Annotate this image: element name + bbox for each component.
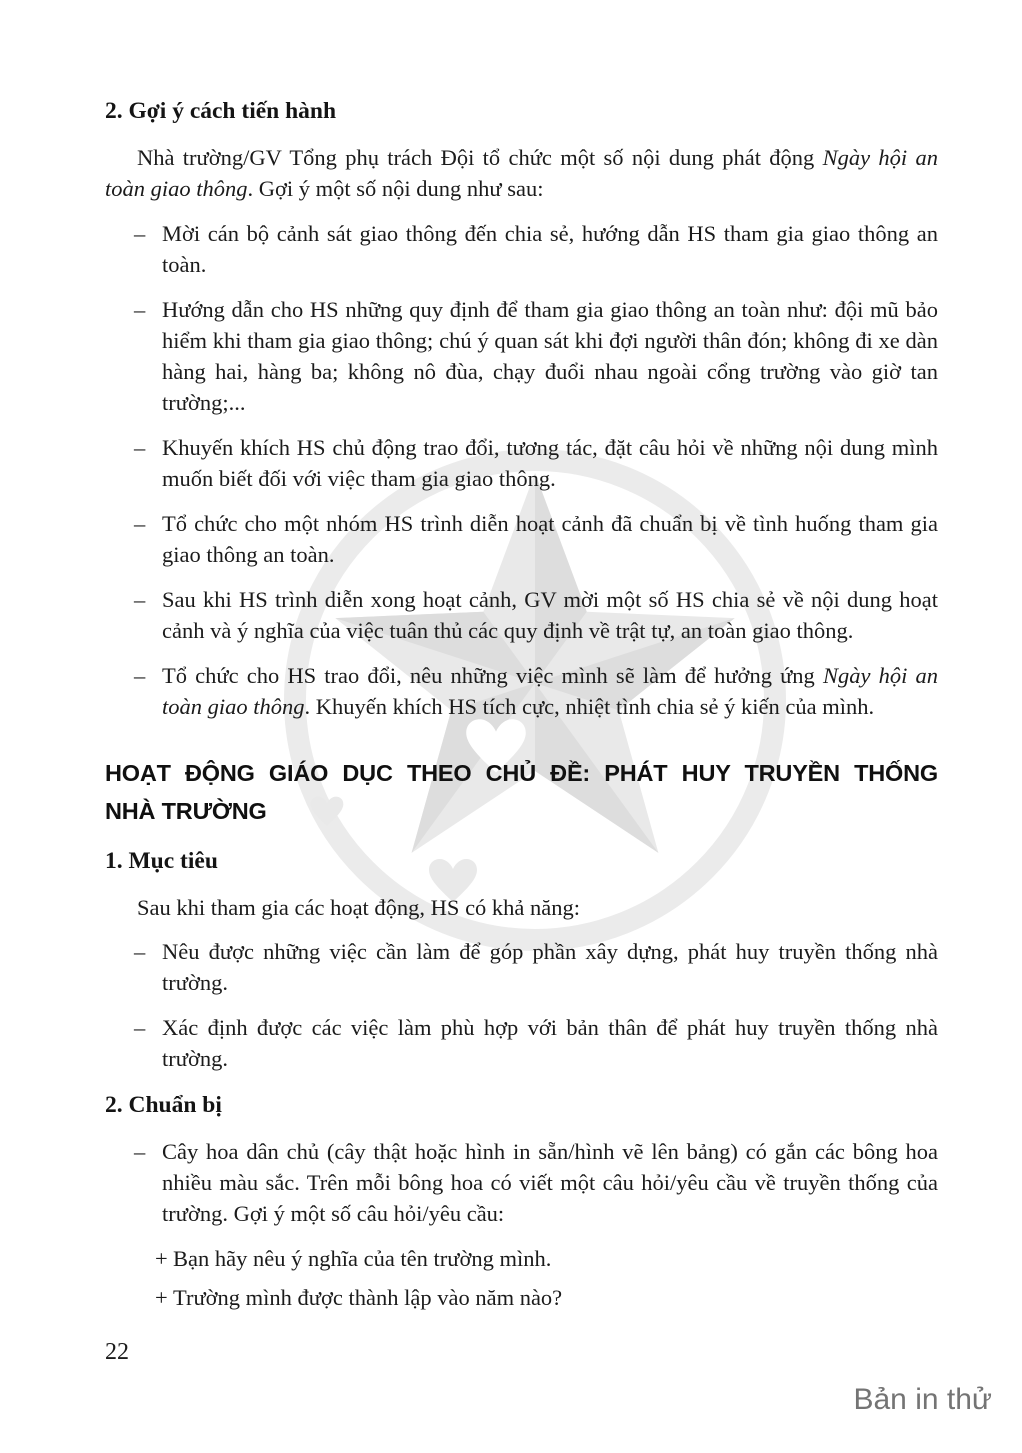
procedure-bullet-2 [105,294,938,418]
section-title-line1: HOẠT ĐỘNG GIÁO DỤC THEO CHỦ ĐỀ: PHÁT HUY TRUYỀN THỐNG [105,760,938,786]
preparation-bullet [105,1136,938,1229]
bullet-dash: – [134,435,146,460]
bullet-dash: – [134,939,146,964]
objectives-lead: Sau khi tham gia các hoạt động, HS có khả năng: [137,895,581,920]
intro-event-name: Ngày hội an toàn giao thông [105,145,938,201]
bullet-dash: – [134,297,146,322]
heading-procedure: 2. Gợi ý cách tiến hành [105,98,337,124]
heading-objectives: 1. Mục tiêu [105,848,218,874]
bullet-dash: – [134,663,146,688]
intro-paragraph [105,142,938,204]
bullet-event-name: Ngày hội an toàn giao thông [162,663,938,719]
bullet-text: Tổ chức cho một nhóm HS trình diễn hoạt cảnh đã chuẩn bị về tình huống tham gia giao thông an toàn. [162,511,938,567]
bullet-text: Sau khi HS trình diễn xong hoạt cảnh, GV mời một số HS chia sẻ về nội dung hoạt cảnh và ý nghĩa của việc tuân thủ các quy định về trật tự, an toàn giao thông. [162,587,938,643]
objectives-bullet-2 [105,1012,938,1074]
bullet-text: Hướng dẫn cho HS những quy định để tham gia giao thông an toàn như: đội mũ bảo hiểm khi tham gia giao thông; chú ý quan sát khi đợi người thân đón; không đi xe dàn hàng hai, hàng ba; không nô đùa, chạy đuổi nhau ngoài cổng trường vào giờ tan trường;... [162,297,938,415]
intro-text-post: . Gợi ý một số nội dung như sau: [247,176,544,201]
objectives-bullet-1 [105,936,938,998]
intro-text-pre: Nhà trường/GV Tổng phụ trách Đội tổ chức một số nội dung phát động [137,145,823,170]
procedure-bullet-4 [105,508,938,570]
procedure-bullet-3 [105,432,938,494]
bullet-dash: – [134,221,146,246]
bullet-dash: – [134,1015,146,1040]
bullet-dash: – [134,587,146,612]
bullet-text: Xác định được các việc làm phù hợp với bản thân để phát huy truyền thống nhà trường. [162,1015,938,1071]
procedure-bullet-5 [105,584,938,646]
bullet-text: Mời cán bộ cảnh sát giao thông đến chia sẻ, hướng dẫn HS tham gia giao thông an toàn. [162,221,938,277]
plus-marker: + [155,1285,168,1310]
plus-marker: + [155,1246,168,1271]
sub-item-text: Trường mình được thành lập vào năm nào? [173,1285,563,1310]
preparation-sub-item-1 [105,1243,938,1274]
bullet-dash: – [134,511,146,536]
preparation-sub-item-2 [105,1282,938,1313]
page-number: 22 [105,1339,129,1365]
procedure-bullet-1 [105,218,938,280]
bullet-dash: – [134,1139,146,1164]
bullet-text: Cây hoa dân chủ (cây thật hoặc hình in sẵn/hình vẽ lên bảng) có gắn các bông hoa nhiều màu sắc. Trên mỗi bông hoa có viết một câu hỏi/yêu cầu về truyền thống của trường. Gợi ý một số câu hỏi/yêu cầu: [162,1139,938,1226]
draft-print-label: Bản in thử [853,1383,992,1416]
sub-item-text: Bạn hãy nêu ý nghĩa của tên trường mình. [173,1246,552,1271]
bullet-text: Khuyến khích HS chủ động trao đổi, tương tác, đặt câu hỏi về những nội dung mình muốn biết đối với việc tham gia giao thông. [162,435,938,491]
bullet-text-post: . Khuyến khích HS tích cực, nhiệt tình chia sẻ ý kiến của mình. [304,694,875,719]
page-content [105,96,938,1321]
procedure-bullet-6 [105,660,938,722]
section-title-line2: NHÀ TRƯỜNG [105,798,267,824]
bullet-text-pre: Tổ chức cho HS trao đổi, nêu những việc mình sẽ làm để hưởng ứng [162,663,823,688]
heading-preparation: 2. Chuẩn bị [105,1092,222,1118]
section-title [105,754,938,830]
bullet-text: Nêu được những việc cần làm để góp phần xây dựng, phát huy truyền thống nhà trường. [162,939,938,995]
